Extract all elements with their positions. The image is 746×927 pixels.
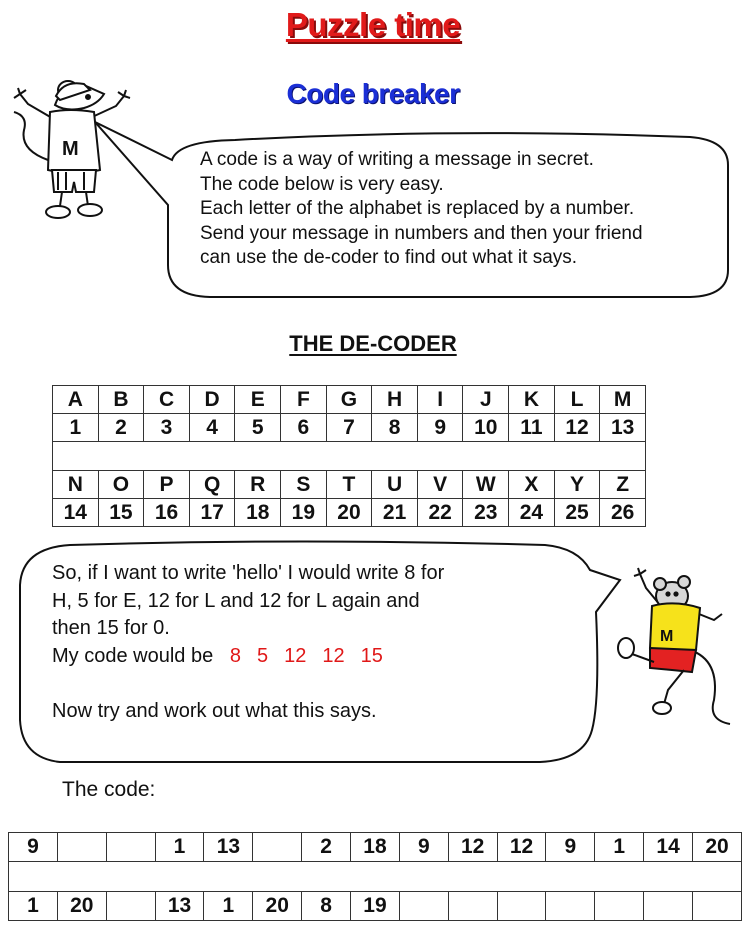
puzzle-cell [595,892,644,921]
decoder-number: 7 [326,414,372,442]
decoder-number: 26 [600,499,646,527]
decoder-letter: T [326,471,372,499]
decoder-heading: THE DE-CODER [289,331,457,356]
puzzle-cell: 1 [155,833,204,862]
decoder-letter: F [281,386,327,414]
decoder-number: 10 [463,414,509,442]
svg-text:M: M [62,138,79,160]
decoder-number: 6 [281,414,327,442]
example-line: H, 5 for E, 12 for L and 12 for L again and [52,589,420,612]
example-code-numbers [219,645,399,667]
decoder-spacer [53,442,646,471]
page-title: Puzzle time [285,6,461,43]
decoder-number: 14 [53,499,99,527]
decoder-number: 20 [326,499,372,527]
decoder-number: 18 [235,499,281,527]
intro-line: A code is a way of writing a message in secret. [200,149,594,170]
decoder-letter: L [554,386,600,414]
puzzle-cell: 20 [253,892,302,921]
decoder-numbers-row-1 [53,414,646,442]
decoder-number: 9 [417,414,463,442]
puzzle-spacer-row [9,862,742,892]
decoder-letter: X [509,471,555,499]
decoder-letter: E [235,386,281,414]
puzzle-cell [253,833,302,862]
example-code-number: 12 [322,644,345,667]
dancing-mouse-icon [618,568,730,724]
puzzle-cell: 1 [9,892,58,921]
puzzle-spacer [9,862,742,892]
decoder-number: 12 [554,414,600,442]
decoder-number: 1 [53,414,99,442]
puzzle-cell: 8 [302,892,351,921]
decoder-letter: O [98,471,144,499]
puzzle-cell [693,892,742,921]
decoder-number: 8 [372,414,418,442]
puzzle-cell [399,892,448,921]
puzzle-code-table [8,832,742,921]
code-label: The code: [62,778,156,801]
decoder-number: 15 [98,499,144,527]
example-code-number: 5 [257,644,269,667]
decoder-letter: I [417,386,463,414]
example-line: Now try and work out what this says. [52,699,377,722]
intro-line: Send your message in numbers and then your friend [200,222,643,244]
example-line: then 15 for 0. [52,617,170,640]
mouse-character-icon [14,81,130,218]
intro-line: The code below is very easy. [200,173,444,195]
decoder-number: 13 [600,414,646,442]
decoder-number: 16 [144,499,190,527]
example-text [52,560,572,726]
puzzle-cell: 19 [351,892,400,921]
puzzle-row-2 [9,892,742,921]
puzzle-row-1 [9,833,742,862]
decoder-letter: H [372,386,418,414]
puzzle-cell: 12 [497,833,546,862]
example-code-prefix: My code would be [52,644,214,667]
decoder-number: 11 [509,414,555,442]
decoder-letter: Z [600,471,646,499]
example-line: So, if I want to write 'hello' I would write 8 for [52,562,445,584]
decoder-letters-row-1 [53,386,646,414]
decoder-letter: K [509,386,555,414]
puzzle-cell [644,892,693,921]
decoder-number: 23 [463,499,509,527]
decoder-number: 3 [144,414,190,442]
decoder-table [52,385,646,527]
puzzle-cell: 13 [155,892,204,921]
decoder-letter: J [463,386,509,414]
puzzle-cell: 20 [693,833,742,862]
decoder-letter: D [189,386,235,414]
decoder-letter: U [372,471,418,499]
puzzle-cell: 9 [9,833,58,862]
intro-line: Each letter of the alphabet is replaced by a number. [200,198,635,219]
puzzle-cell: 12 [448,833,497,862]
decoder-letter: B [98,386,144,414]
decoder-number: 21 [372,499,418,527]
example-code-number: 15 [360,644,383,667]
puzzle-cell: 13 [204,833,253,862]
decoder-letter: G [326,386,372,414]
example-blank-line [52,670,572,698]
decoder-number: 4 [189,414,235,442]
puzzle-cell [448,892,497,921]
decoder-letter: N [53,471,99,499]
puzzle-cell: 9 [399,833,448,862]
puzzle-cell: 1 [595,833,644,862]
decoder-number: 19 [281,499,327,527]
decoder-letter: Y [554,471,600,499]
puzzle-cell: 18 [351,833,400,862]
example-code-number: 12 [284,644,307,667]
page-subtitle: Code breaker [286,78,460,109]
decoder-letter: S [281,471,327,499]
decoder-letter: V [417,471,463,499]
decoder-letter: A [53,386,99,414]
svg-text:M: M [660,628,674,645]
example-code-number: 8 [229,644,242,667]
puzzle-cell: 1 [204,892,253,921]
intro-text [200,148,720,271]
puzzle-cell: 20 [57,892,106,921]
puzzle-cell: 2 [302,833,351,862]
decoder-number: 24 [509,499,555,527]
puzzle-cell [546,892,595,921]
decoder-letter: P [144,471,190,499]
example-code-line [52,643,572,671]
decoder-letter: C [144,386,190,414]
decoder-letters-row-2 [53,471,646,499]
puzzle-cell [497,892,546,921]
decoder-number: 17 [189,499,235,527]
decoder-letter: R [235,471,281,499]
puzzle-cell: 9 [546,833,595,862]
decoder-numbers-row-2 [53,499,646,527]
decoder-number: 2 [98,414,144,442]
intro-line: can use the de-coder to find out what it says. [200,247,578,268]
decoder-letter: M [600,386,646,414]
puzzle-cell [106,892,155,921]
decoder-number: 25 [554,499,600,527]
puzzle-cell [57,833,106,862]
puzzle-cell [106,833,155,862]
decoder-number: 5 [235,414,281,442]
decoder-letter: Q [189,471,235,499]
puzzle-cell: 14 [644,833,693,862]
decoder-spacer-row [53,442,646,471]
decoder-number: 22 [417,499,463,527]
decoder-letter: W [463,471,509,499]
